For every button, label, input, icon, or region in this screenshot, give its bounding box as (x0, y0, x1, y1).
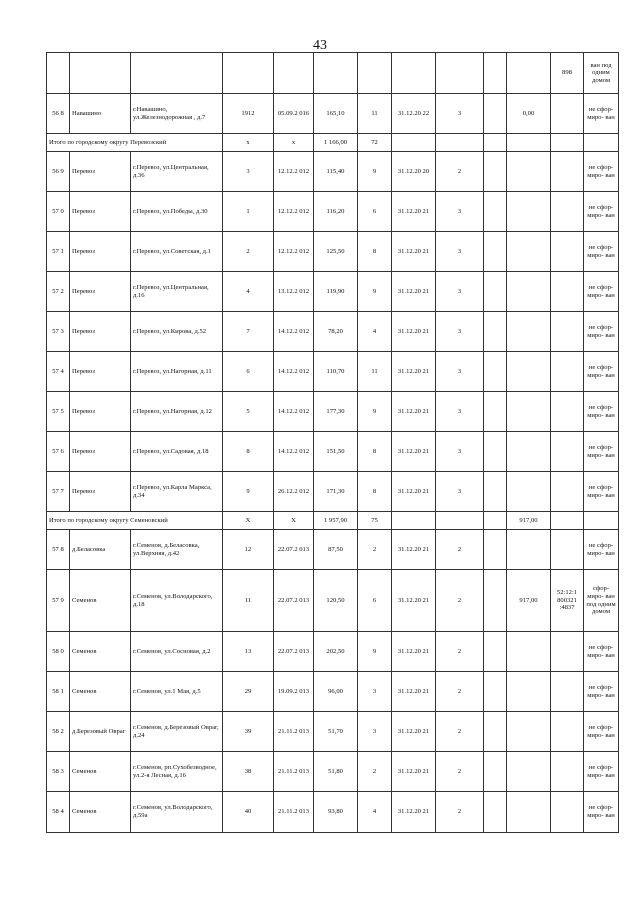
cell-deadline: 31.12.20 21 (392, 530, 436, 570)
cell-code: 2 (436, 752, 484, 792)
total-area: 1 957,90 (314, 512, 358, 530)
cell-locality: д.Беласовка (70, 530, 131, 570)
cell-c10 (484, 792, 507, 833)
cell-count: 11 (358, 352, 392, 392)
cell-empty (436, 512, 484, 530)
cell-c10 (484, 352, 507, 392)
cell-address: г.Семенов, ул.Володарского, д.59а (131, 792, 223, 833)
cell-empty (484, 134, 507, 152)
cell-area: 171,30 (314, 472, 358, 512)
cell-locality: д.Березовый Овраг (70, 712, 131, 752)
cell-status: не сфор- миро- ван (584, 752, 619, 792)
table-row (47, 792, 619, 833)
cell-date: 14.12.2 012 (274, 312, 314, 352)
cell-address: г.Перевоз, ул.Нагорная, д.11 (131, 352, 223, 392)
cell-status: не сфор- миро- ван (584, 472, 619, 512)
total-amount (507, 134, 551, 152)
cell-cadastral (551, 192, 584, 232)
cell-count: 9 (358, 632, 392, 672)
cell-amount (507, 53, 551, 94)
cell-area: 151,50 (314, 432, 358, 472)
cell-code: 3 (436, 432, 484, 472)
table-row (47, 232, 619, 272)
cell-date: 12.12.2 012 (274, 192, 314, 232)
cell-deadline: 31.12.20 21 (392, 672, 436, 712)
cell-c10 (484, 232, 507, 272)
cell-cadastral (551, 432, 584, 472)
cell-cadastral (551, 94, 584, 134)
cell-date: 26.12.2 012 (274, 472, 314, 512)
cell-c10 (484, 752, 507, 792)
cell-locality: Перевоз (70, 192, 131, 232)
cell-address: г.Семенов, д.Беласовка, ул.Верхняя, д.42 (131, 530, 223, 570)
cell-deadline: 31.12.20 21 (392, 432, 436, 472)
cell-amount (507, 472, 551, 512)
cell-id: 12 (223, 530, 274, 570)
cell-locality: Перевоз (70, 472, 131, 512)
cell-deadline: 31.12.20 20 (392, 152, 436, 192)
cell-address: г.Перевоз, ул.Победы, д.30 (131, 192, 223, 232)
cell-date: 21.11.2 013 (274, 792, 314, 833)
cell-cadastral: 52:12:1 800321 :4837 (551, 570, 584, 632)
cell-count: 9 (358, 392, 392, 432)
cell-count: 4 (358, 792, 392, 833)
cell-cadastral (551, 752, 584, 792)
cell-count: 11 (358, 94, 392, 134)
cell-code: 3 (436, 272, 484, 312)
cell-address: г.Перевоз, ул.Советская, д.1 (131, 232, 223, 272)
cell-status: не сфор- миро- ван (584, 712, 619, 752)
cell-status: не сфор- миро- ван (584, 632, 619, 672)
cell-address: г.Перевоз, ул.Садовая, д.18 (131, 432, 223, 472)
total-id-mark: х (223, 134, 274, 152)
cell-amount: 0,00 (507, 94, 551, 134)
cell-amount (507, 192, 551, 232)
cell-address (131, 53, 223, 94)
table-row (47, 312, 619, 352)
cell-id: 2 (223, 232, 274, 272)
cell-locality: Перевоз (70, 392, 131, 432)
cell-code: 2 (436, 152, 484, 192)
cell-status: не сфор- миро- ван (584, 530, 619, 570)
cell-address: г.Перевоз, ул.Кирова, д.52 (131, 312, 223, 352)
cell-locality: Семенов (70, 632, 131, 672)
table-row (47, 752, 619, 792)
table-row (47, 672, 619, 712)
total-id-mark: Х (223, 512, 274, 530)
cell-address: г.Навашино, ул.Железнодорожная , д.7 (131, 94, 223, 134)
cell-count: 9 (358, 152, 392, 192)
cell-area: 96,00 (314, 672, 358, 712)
cell-area: 110,70 (314, 352, 358, 392)
cell-num: 56 9 (47, 152, 70, 192)
cell-id: 6 (223, 352, 274, 392)
cell-locality: Перевоз (70, 272, 131, 312)
cell-date: 12.12.2 012 (274, 232, 314, 272)
cell-deadline: 31.12.20 21 (392, 712, 436, 752)
table-row (47, 570, 619, 632)
cell-c10 (484, 712, 507, 752)
cell-status: не сфор- миро- ван (584, 392, 619, 432)
cell-id: 9 (223, 472, 274, 512)
table-body (47, 53, 619, 833)
cell-date: 14.12.2 012 (274, 432, 314, 472)
cell-deadline: 31.12.20 21 (392, 312, 436, 352)
cell-cadastral (551, 792, 584, 833)
total-label: Итого по городскому округу Перевозский (47, 134, 223, 152)
cell-count: 6 (358, 570, 392, 632)
cell-cadastral (551, 672, 584, 712)
cell-count: 8 (358, 432, 392, 472)
cell-id: 8 (223, 432, 274, 472)
cell-locality: Перевоз (70, 152, 131, 192)
cell-c10 (484, 632, 507, 672)
cell-locality: Навашино (70, 94, 131, 134)
cell-deadline: 31.12.20 21 (392, 752, 436, 792)
cell-empty (484, 512, 507, 530)
cell-date: 13.12.2 012 (274, 272, 314, 312)
cell-deadline: 31.12.20 21 (392, 570, 436, 632)
cell-date (274, 53, 314, 94)
cell-num: 57 4 (47, 352, 70, 392)
cell-id: 39 (223, 712, 274, 752)
cell-status: не сфор- миро- ван (584, 432, 619, 472)
cell-address: г.Семенов, ул.Сосновая, д.2 (131, 632, 223, 672)
table-row (47, 352, 619, 392)
table-row-total (47, 512, 619, 530)
cell-date: 14.12.2 012 (274, 352, 314, 392)
cell-deadline: 31.12.20 21 (392, 272, 436, 312)
cell-cadastral (551, 312, 584, 352)
cell-c10 (484, 272, 507, 312)
cell-count (358, 53, 392, 94)
cell-area: 93,80 (314, 792, 358, 833)
cell-count: 3 (358, 672, 392, 712)
cell-address: г.Семенов, ул.1 Мая, д.5 (131, 672, 223, 712)
cell-deadline: 31.12.20 21 (392, 232, 436, 272)
cell-amount (507, 432, 551, 472)
cell-empty (392, 512, 436, 530)
total-date-mark: Х (274, 512, 314, 530)
cell-c10 (484, 432, 507, 472)
cell-num: 57 5 (47, 392, 70, 432)
cell-address: г.Семенов, д.Березовый Овраг, д.24 (131, 712, 223, 752)
cell-status: не сфор- миро- ван (584, 312, 619, 352)
cell-area: 116,20 (314, 192, 358, 232)
cell-address: г.Семенов, рп.Сухобезводное, ул.2-я Лесная, д.16 (131, 752, 223, 792)
total-count: 72 (358, 134, 392, 152)
cell-amount (507, 712, 551, 752)
cell-status: не сфор- миро- ван (584, 192, 619, 232)
cell-code: 2 (436, 792, 484, 833)
cell-c10 (484, 312, 507, 352)
cell-cadastral (551, 232, 584, 272)
cell-c10 (484, 672, 507, 712)
cell-num: 58 3 (47, 752, 70, 792)
cell-date: 19.09.2 013 (274, 672, 314, 712)
table-row (47, 192, 619, 232)
cell-amount: 917,00 (507, 570, 551, 632)
cell-area: 51,80 (314, 752, 358, 792)
cell-amount (507, 632, 551, 672)
cell-empty (551, 134, 584, 152)
cell-empty (551, 512, 584, 530)
cell-deadline: 31.12.20 21 (392, 352, 436, 392)
cell-id: 5 (223, 392, 274, 432)
cell-locality: Перевоз (70, 432, 131, 472)
cell-date: 05.09.2 016 (274, 94, 314, 134)
table-row (47, 530, 619, 570)
cell-area: 51,70 (314, 712, 358, 752)
cell-code: 3 (436, 232, 484, 272)
cell-id: 40 (223, 792, 274, 833)
cell-id: 11 (223, 570, 274, 632)
cell-code: 2 (436, 672, 484, 712)
cell-status: не сфор- миро- ван (584, 352, 619, 392)
cell-status: сфор- миро- ван под одним домом (584, 570, 619, 632)
cell-code: 2 (436, 632, 484, 672)
cell-area: 120,50 (314, 570, 358, 632)
cell-count: 8 (358, 232, 392, 272)
cell-code: 2 (436, 712, 484, 752)
cell-address: г.Перевоз, ул.Карла Маркса, д.34 (131, 472, 223, 512)
cell-date: 14.12.2 012 (274, 392, 314, 432)
cell-cadastral (551, 392, 584, 432)
cell-c10 (484, 570, 507, 632)
cell-status: не сфор- миро- ван (584, 232, 619, 272)
cell-deadline: 31.12.20 21 (392, 792, 436, 833)
total-label: Итого по городскому округу Семеновский (47, 512, 223, 530)
cell-area: 115,40 (314, 152, 358, 192)
cell-amount (507, 312, 551, 352)
cell-area: 87,50 (314, 530, 358, 570)
cell-cadastral: 898 (551, 53, 584, 94)
cell-deadline: 31.12.20 22 (392, 94, 436, 134)
cell-locality: Семенов (70, 792, 131, 833)
cell-area: 119,90 (314, 272, 358, 312)
cell-code: 2 (436, 530, 484, 570)
cell-count: 8 (358, 472, 392, 512)
cell-count: 2 (358, 752, 392, 792)
cell-area: 78,20 (314, 312, 358, 352)
cell-count: 2 (358, 530, 392, 570)
cell-amount (507, 392, 551, 432)
cell-count: 4 (358, 312, 392, 352)
cell-id: 1912 (223, 94, 274, 134)
cell-cadastral (551, 632, 584, 672)
total-date-mark: х (274, 134, 314, 152)
cell-amount (507, 792, 551, 833)
cell-address: г.Перевоз, ул.Нагорная, д.12 (131, 392, 223, 432)
table-row (47, 94, 619, 134)
cell-num: 57 9 (47, 570, 70, 632)
cell-locality (70, 53, 131, 94)
cell-code: 3 (436, 472, 484, 512)
cell-num: 57 0 (47, 192, 70, 232)
cell-status: ван под одним домом (584, 53, 619, 94)
cell-deadline: 31.12.20 21 (392, 632, 436, 672)
cell-code: 3 (436, 312, 484, 352)
cell-count: 3 (358, 712, 392, 752)
cell-id: 13 (223, 632, 274, 672)
table-row (47, 152, 619, 192)
cell-area: 125,50 (314, 232, 358, 272)
cell-num: 56 8 (47, 94, 70, 134)
cell-empty (392, 134, 436, 152)
cell-code: 2 (436, 570, 484, 632)
table-row-total (47, 134, 619, 152)
cell-date: 22.07.2 013 (274, 570, 314, 632)
cell-locality: Перевоз (70, 312, 131, 352)
cell-amount (507, 752, 551, 792)
cell-amount (507, 232, 551, 272)
cell-id: 38 (223, 752, 274, 792)
cell-address: г.Семенов, ул.Володарского, д.18 (131, 570, 223, 632)
cell-num: 57 6 (47, 432, 70, 472)
cell-c10 (484, 472, 507, 512)
cell-locality: Семенов (70, 570, 131, 632)
cell-num (47, 53, 70, 94)
cell-c10 (484, 192, 507, 232)
cell-locality: Семенов (70, 672, 131, 712)
cell-area (314, 53, 358, 94)
cell-code: 3 (436, 192, 484, 232)
total-count: 75 (358, 512, 392, 530)
cell-amount (507, 272, 551, 312)
cell-code: 3 (436, 392, 484, 432)
cell-amount (507, 152, 551, 192)
cell-status: не сфор- миро- ван (584, 94, 619, 134)
cell-amount (507, 672, 551, 712)
cell-num: 57 2 (47, 272, 70, 312)
cell-status: не сфор- миро- ван (584, 272, 619, 312)
cell-num: 57 3 (47, 312, 70, 352)
cell-c10 (484, 94, 507, 134)
cell-code: 3 (436, 94, 484, 134)
cell-deadline: 31.12.20 21 (392, 392, 436, 432)
cell-status: не сфор- миро- ван (584, 672, 619, 712)
table-row (47, 632, 619, 672)
cell-address: г.Перевоз, ул.Центральная, д.36 (131, 152, 223, 192)
cell-locality: Семенов (70, 752, 131, 792)
table-row (47, 272, 619, 312)
cell-num: 57 1 (47, 232, 70, 272)
cell-cadastral (551, 712, 584, 752)
total-amount: 917,00 (507, 512, 551, 530)
cell-num: 58 4 (47, 792, 70, 833)
cell-locality: Перевоз (70, 352, 131, 392)
cell-id: 4 (223, 272, 274, 312)
cell-cadastral (551, 352, 584, 392)
cell-status: не сфор- миро- ван (584, 152, 619, 192)
cell-amount (507, 352, 551, 392)
cell-code (436, 53, 484, 94)
cell-num: 58 1 (47, 672, 70, 712)
cell-area: 177,30 (314, 392, 358, 432)
cell-address: г.Перевоз, ул.Центральная, д.16 (131, 272, 223, 312)
cell-deadline: 31.12.20 21 (392, 192, 436, 232)
table-row (47, 472, 619, 512)
cell-date: 21.11.2 013 (274, 752, 314, 792)
cell-date: 21.11.2 013 (274, 712, 314, 752)
cell-id: 3 (223, 152, 274, 192)
cell-num: 58 0 (47, 632, 70, 672)
cell-cadastral (551, 472, 584, 512)
cell-c10 (484, 152, 507, 192)
cell-num: 57 8 (47, 530, 70, 570)
cell-id: 7 (223, 312, 274, 352)
cell-code: 3 (436, 352, 484, 392)
cell-date: 22.07.2 013 (274, 632, 314, 672)
cell-empty (584, 134, 619, 152)
cell-c10 (484, 53, 507, 94)
table-row (47, 432, 619, 472)
cell-num: 58 2 (47, 712, 70, 752)
cell-locality: Перевоз (70, 232, 131, 272)
cell-date: 22.07.2 013 (274, 530, 314, 570)
cell-id: 29 (223, 672, 274, 712)
cell-num: 57 7 (47, 472, 70, 512)
cell-count: 6 (358, 192, 392, 232)
cell-area: 165,10 (314, 94, 358, 134)
cell-count: 9 (358, 272, 392, 312)
cell-id (223, 53, 274, 94)
cell-deadline: 31.12.20 21 (392, 472, 436, 512)
cell-id: 1 (223, 192, 274, 232)
cell-cadastral (551, 272, 584, 312)
cell-cadastral (551, 530, 584, 570)
cell-date: 12.12.2 012 (274, 152, 314, 192)
table-row-continued (47, 53, 619, 94)
table-row (47, 392, 619, 432)
cell-cadastral (551, 152, 584, 192)
cell-amount (507, 530, 551, 570)
page-number: 43 (313, 38, 327, 53)
housing-register-table (46, 52, 619, 833)
total-area: 1 166,00 (314, 134, 358, 152)
cell-status: не сфор- миро- ван (584, 792, 619, 833)
cell-empty (584, 512, 619, 530)
cell-empty (436, 134, 484, 152)
cell-c10 (484, 530, 507, 570)
table-row (47, 712, 619, 752)
cell-deadline (392, 53, 436, 94)
cell-c10 (484, 392, 507, 432)
cell-area: 202,50 (314, 632, 358, 672)
